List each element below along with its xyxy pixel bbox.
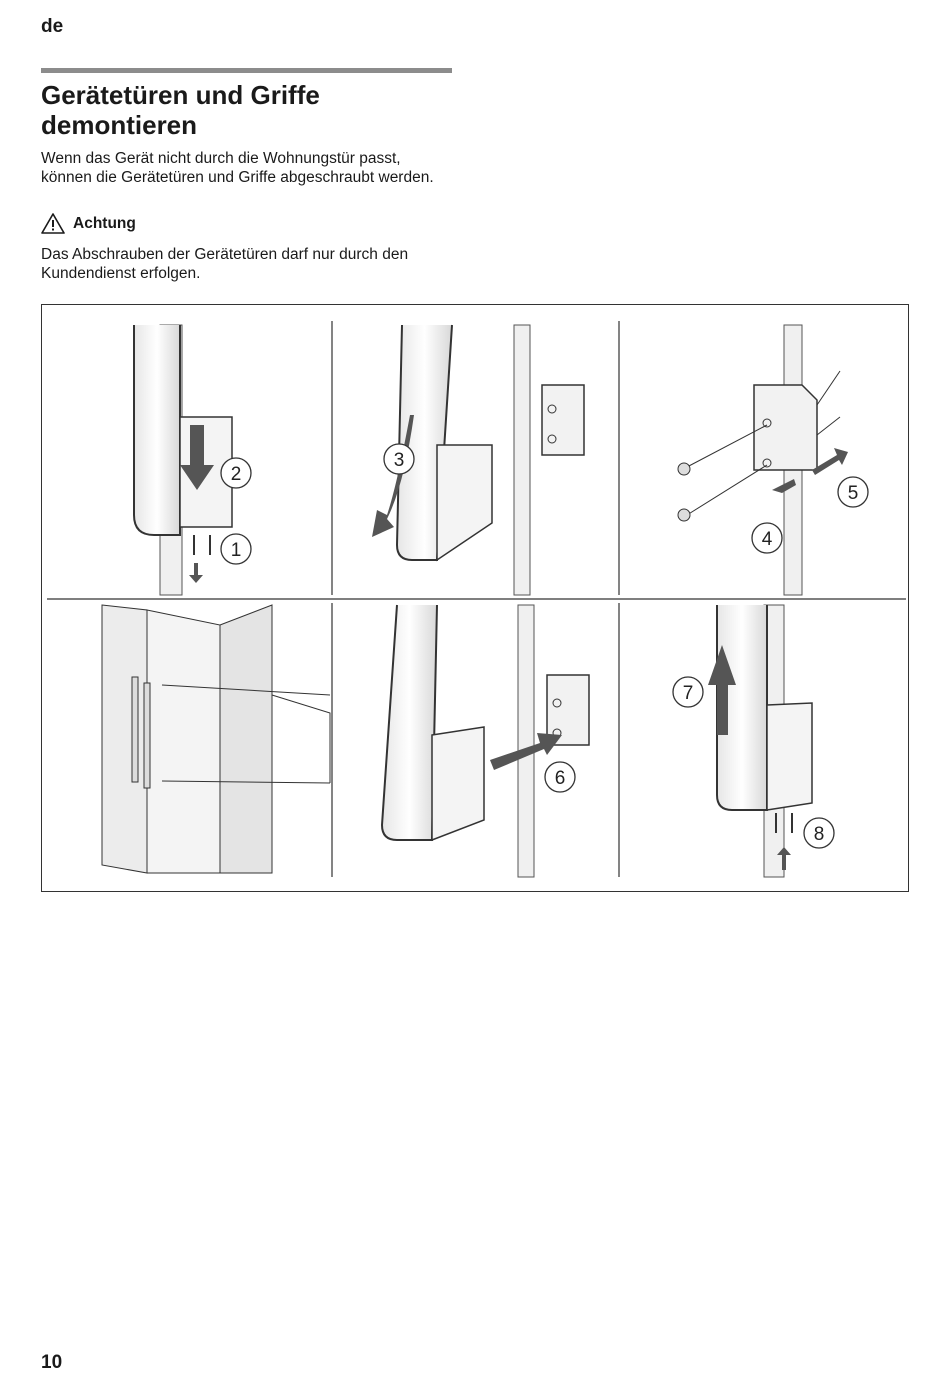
step-number-6 <box>545 762 575 792</box>
language-code: de <box>41 16 64 37</box>
section-title-line1: Gerätetüren und Griffe <box>41 80 320 110</box>
step-number-2 <box>221 458 251 488</box>
panel-step-7-8 <box>708 605 812 877</box>
step-number-8 <box>804 818 834 848</box>
warning-text: Das Abschrauben der Gerätetüren darf nur durch den Kundendienst erfolgen. <box>41 246 409 282</box>
section-title <box>41 80 461 140</box>
step-number-5 <box>838 477 868 507</box>
svg-text:6: 6 <box>554 768 566 789</box>
svg-text:1: 1 <box>230 540 242 561</box>
intro-paragraph: Wenn das Gerät nicht durch die Wohnungstür passt, können die Gerätetüren und Griffe abgeschraubt werden. <box>41 150 434 186</box>
svg-text:2: 2 <box>230 464 242 485</box>
panel-step-4-5 <box>678 325 848 595</box>
svg-text:7: 7 <box>682 683 694 704</box>
svg-text:8: 8 <box>813 824 825 845</box>
warning-triangle-icon <box>41 213 65 234</box>
warning-label: Achtung <box>73 214 136 232</box>
svg-text:4: 4 <box>761 529 773 550</box>
step-number-4 <box>752 523 782 553</box>
step-number-7 <box>673 677 703 707</box>
page-number: 10 <box>41 1352 63 1373</box>
svg-text:5: 5 <box>847 483 859 504</box>
svg-text:3: 3 <box>393 450 405 471</box>
section-rule <box>41 68 452 73</box>
section-title-line2: demontieren <box>41 110 198 140</box>
panel-step-1-2 <box>134 325 232 595</box>
panel-fridge-overview <box>102 605 330 873</box>
warning-heading <box>41 213 136 234</box>
step-number-3 <box>384 444 414 474</box>
step-number-1 <box>221 534 251 564</box>
panel-step-6 <box>382 605 589 877</box>
assembly-figure <box>41 304 909 892</box>
assembly-illustration <box>42 305 908 891</box>
